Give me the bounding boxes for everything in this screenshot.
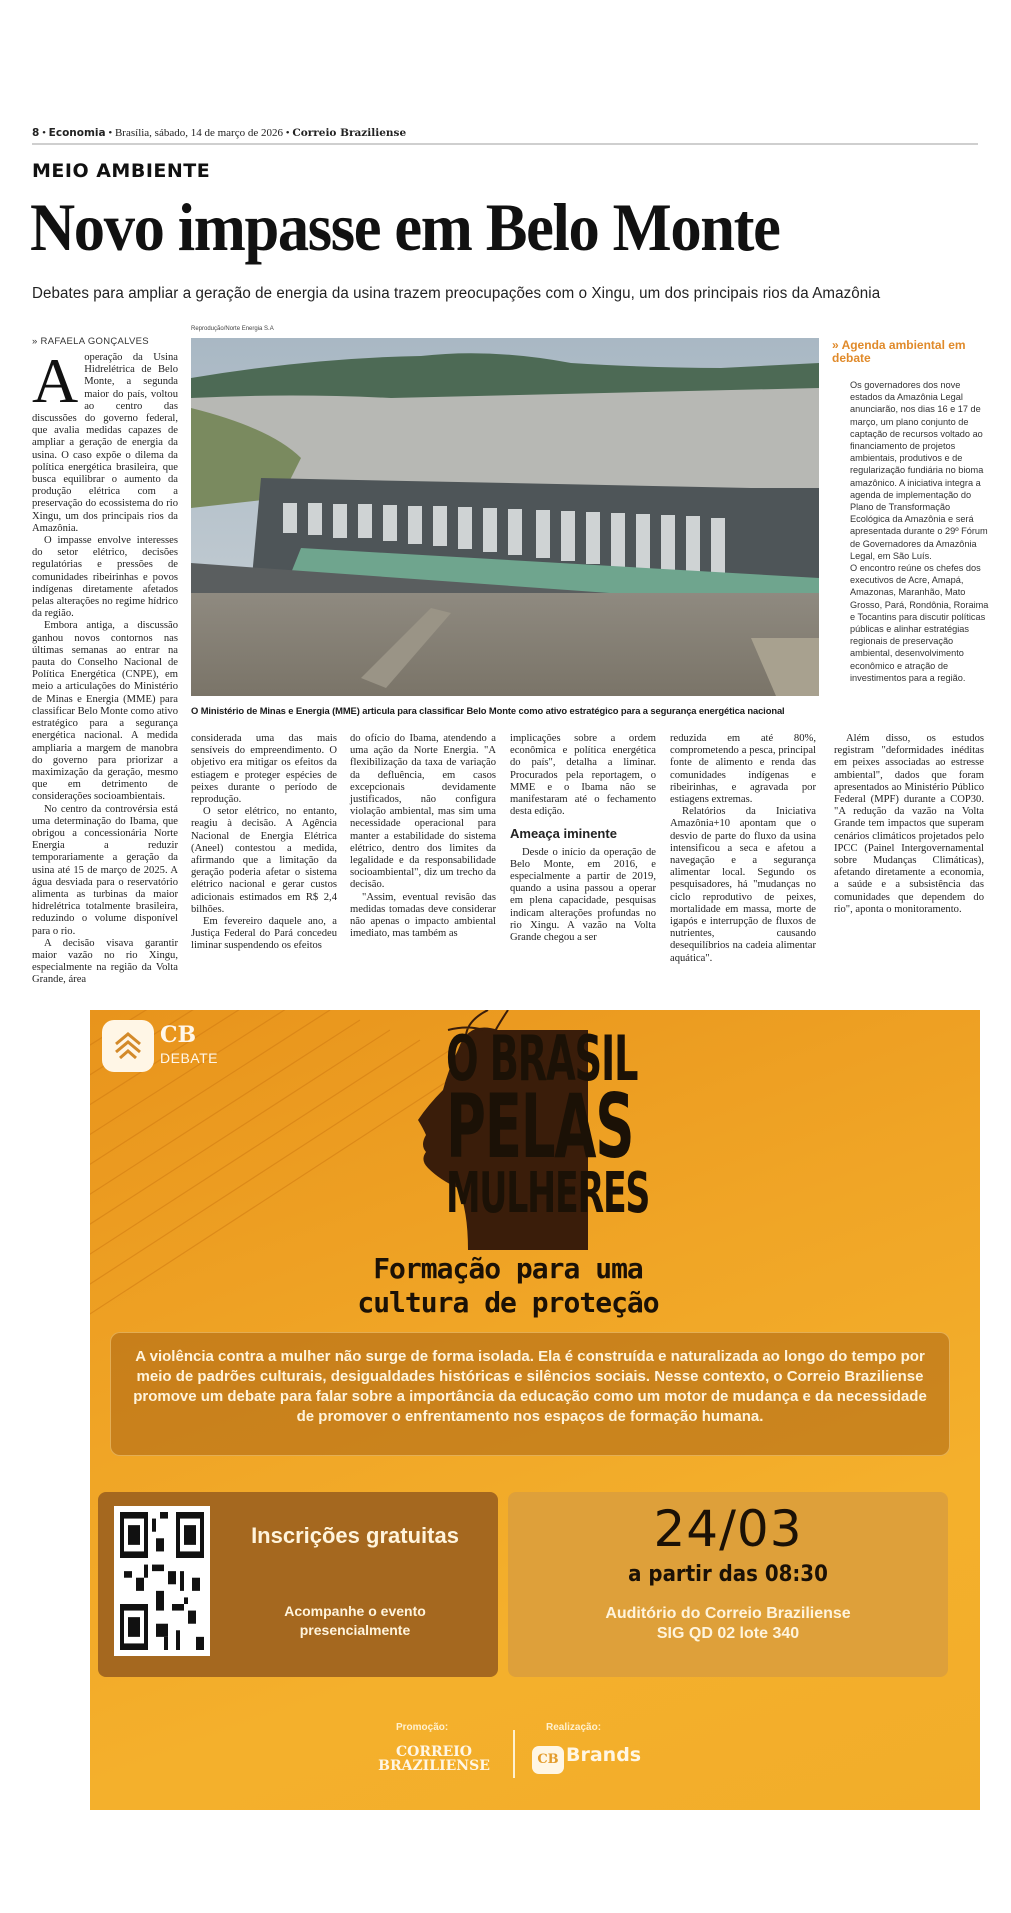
paper-name: Correio Braziliense: [292, 127, 407, 139]
registration-label: Inscrições gratuitas: [251, 1523, 459, 1548]
cb-brands-logo-text: Brands: [566, 1744, 642, 1766]
subhead-ameaca: Ameaça iminente: [510, 826, 617, 842]
dam-photo: [191, 338, 819, 696]
page-number: 8: [32, 127, 40, 139]
photo-credit: Reprodução/Norte Energia S.A: [191, 326, 274, 332]
dam-photo-illustration: [191, 338, 819, 696]
article-paragraph: No centro da controvérsia está uma determinação do Ibama, que obrigou a concessionária Norte Energia a reduzir temporariamente a geração da usina até 15 de março de 2025. A água desviada para o reservatório alimenta as turbinas da maior hidrelétrica totalmente brasileira, reduzindo o volume disponível para o rio.: [32, 803, 178, 937]
sponsor-divider: [513, 1730, 515, 1778]
byline: » RAFAELA GONÇALVES: [32, 336, 149, 347]
headline: Novo impasse em Belo Monte: [30, 189, 780, 265]
event-venue: Auditório do Correio Braziliense SIG QD 02 lote 340: [605, 1605, 851, 1642]
article-paragraph: O setor elétrico, no entanto, reagiu à decisão. A Agência Nacional de Energia Elétrica (Aneel) contestou a medida, afirmando que a limitação da geração poderia afetar o sistema elétrico nacional e gerar custos adicionais estimados em R$ 2,4 bilhões.: [191, 806, 337, 915]
double-chevron-icon: »: [832, 338, 842, 352]
article-paragraph: implicações sobre a ordem econômica e política energética do país", detalha a liminar. Procurados pela reportagem, o MME e o Ibama não se manifestaram até o fechamento desta edição.: [510, 733, 656, 818]
folio-line: 8 • Economia • Brasília, sábado, 14 de março de 2026 • Correio Braziliense: [32, 127, 407, 139]
section-kicker: MEIO AMBIENTE: [32, 160, 211, 182]
section-name: Economia: [48, 127, 106, 139]
event-time: a partir das 08:30: [628, 1562, 828, 1587]
sidebar-body: [850, 379, 992, 684]
article-column-6: [834, 733, 984, 916]
event-title: O BRASIL PELAS MULHERES: [446, 1022, 650, 1226]
event-advertisement[interactable]: [90, 1010, 980, 1810]
article-paragraph: do ofício do Ibama, atendendo a uma ação da Norte Energia. "A flexibilização da taxa de variação da defluência, em casos excepcionais devidamente justificados, não configura violação ambiental, mas sim uma necessidade operacional para manter a estabilidade do sistema elétrico, dentro dos limites da legalidade e da responsabilidade socioambiental", diz um trecho da decisão.: [350, 733, 496, 891]
article-paragraph: considerada uma das mais sensíveis do empreendimento. O objetivo era mitigar os efeitos da estiagem e proteger espécies de peixes durante o período de reprodução.: [191, 733, 337, 806]
article-paragraph: reduzida em até 80%, comprometendo a pesca, principal fonte de alimento e renda das comunidades indígenas e ribeirinhas, e agravada por estiagens extremas.: [670, 733, 816, 806]
article-paragraph: "Assim, eventual revisão das medidas tomadas deve considerar não apenas o impacto ambiental imediato, mas também as: [350, 891, 496, 940]
cb-debate-logo-icon: [102, 1020, 154, 1072]
article-paragraph: Relatórios da Iniciativa Amazônia+10 apontam que o desvio de parte do fluxo da usina intensificou a seca e afetou a navegação e a segurança alimentar local. Segundo os pesquisadores, há "mudanças no ciclo reprodutivo de peixes, mortalidade em massa, morte de igapós e interrupção de fluxos de nutrientes, causando desequilíbrios na cadeia alimentar aquática".: [670, 806, 816, 964]
article-column-3: [350, 733, 496, 940]
folio-divider: [32, 143, 978, 145]
sidebar-paragraph: O encontro reúne os chefes dos executivos de Acre, Amapá, Amazonas, Maranhão, Mato Grosso, Pará, Rondônia, Roraima e Tocantins para discutir políticas públicas e alinhar estratégias regionais de preservação ambiental, desenvolvimento econômico e atração de investimentos para a região.: [850, 563, 989, 683]
sidebar-title: » Agenda ambiental em debate: [832, 338, 966, 365]
cb-logo-text: CB: [160, 1022, 197, 1048]
drop-cap: A: [32, 345, 79, 416]
article-column-5: [670, 733, 816, 965]
article-paragraph: A decisão visava garantir maior vazão no rio Xingu, especialmente na região da Volta Grande, área: [32, 937, 178, 986]
debate-logo-text: DEBATE: [160, 1050, 218, 1066]
article-column-1: [32, 345, 178, 987]
correio-braziliense-logo: CORREIO BRAZILIENSE: [378, 1744, 490, 1774]
cb-brands-logo-icon: CB: [532, 1746, 564, 1774]
article-column-2: [191, 733, 337, 953]
realization-label: Realização:: [546, 1722, 602, 1733]
registration-box[interactable]: [98, 1492, 498, 1677]
article-paragraph: Desde o início da operação de Belo Monte, em 2016, e especialmente a partir de 2019, quando a usina passou a operar em plena capacidade, pesquisas indicam alterações profundas no rio Xingu. A vazão na Volta Grande chegou a ser: [510, 846, 656, 944]
article-column-4: [510, 733, 656, 944]
article-paragraph: Além disso, os estudos registram "deformidades inéditas em peixes associadas ao estresse ambiental", dados que foram apresentados ao Ministério Público Federal (MPF) durante a COP30. "A redução da vazão na Volta Grande tem impactos que superam cenários climáticos projetados pelo IPCC (Painel Intergovernamental sobre Mudanças Climáticas), afetando diretamente a economia, a saúde e a subsistência das comunidades que dependem do rio", aponta o monitoramento.: [834, 733, 984, 915]
photo-caption: O Ministério de Minas e Energia (MME) articula para classificar Belo Monte como ativo estratégico para a segurança energética nacional: [191, 705, 785, 716]
dateline: Brasília, sábado, 14 de março de 2026: [114, 127, 283, 139]
event-date: 24/03: [653, 1500, 803, 1558]
article-paragraph: O impasse envolve interesses do setor elétrico, decisões regulatórias e pressões de comunidades ribeirinhas e povos indígenas diretamente afetados pelas alterações no regime hídrico da região.: [32, 535, 178, 620]
article-paragraph: Aoperação da Usina Hidrelétrica de Belo Monte, a segunda maior do país, voltou ao centro das discussões do governo federal, que avalia medidas capazes de ampliar a geração de energia da usina. O caso expõe o dilema da política energética brasileira, que busca equilibrar o aumento da produção elétrica com a preservação do ecossistema do rio Xingu, um dos principais rios da Amazônia.: [32, 345, 178, 534]
sidebar-paragraph: Os governadores dos nove estados da Amazônia Legal anunciarão, nos dias 16 e 17 de março, um plano conjunto de captação de recursos voltado ao financiamento de projetos ambientais, produtivos e de regularização fundiária no bioma amazônico. A iniciativa integra a agenda de implementação do Plano de Transformação Ecológica da Amazônia e será apresentada durante o 29º Fórum de Governadores da Amazônia Legal, em São Luís.: [850, 380, 988, 561]
article-paragraph: Embora antiga, a discussão ganhou novos contornos nas últimas semanas ao entrar na pauta do Conselho Nacional de Política Energética (CNPE), em meio a articulações do Ministério de Minas e Energia (MME) para classificar Belo Monte como ativo estratégico para a segurança energética nacional. A medida ampliaria a margem de manobra do governo para priorizar a maximização da geração, mesmo que em detrimento de considerações socioambientais.: [32, 620, 178, 803]
event-subtitle: Formação para uma cultura de proteção: [357, 1252, 659, 1319]
event-description: A violência contra a mulher não surge de forma isolada. Ela é construída e naturalizada ao longo do tempo por meio de padrões culturais, desigualdades históricas e silêncios sociais. Nesse contexto, o Correio Braziliense promove um debate para falar sobre a importância da educação como um motor de mudança e da necessidade de promover o enfrentamento nos espaços de formação humana.: [110, 1332, 950, 1456]
qr-code-icon[interactable]: [114, 1506, 210, 1656]
follow-event-label: Acompanhe o evento presencialmente: [284, 1603, 426, 1638]
article-paragraph: Em fevereiro daquele ano, a Justiça Federal do Pará concedeu liminar suspendendo os efeitos: [191, 916, 337, 952]
event-datetime-box: [508, 1492, 948, 1677]
subheadline: Debates para ampliar a geração de energia da usina trazem preocupações com o Xingu, um dos principais rios da Amazônia: [32, 285, 881, 302]
promotion-label: Promoção:: [396, 1722, 449, 1733]
